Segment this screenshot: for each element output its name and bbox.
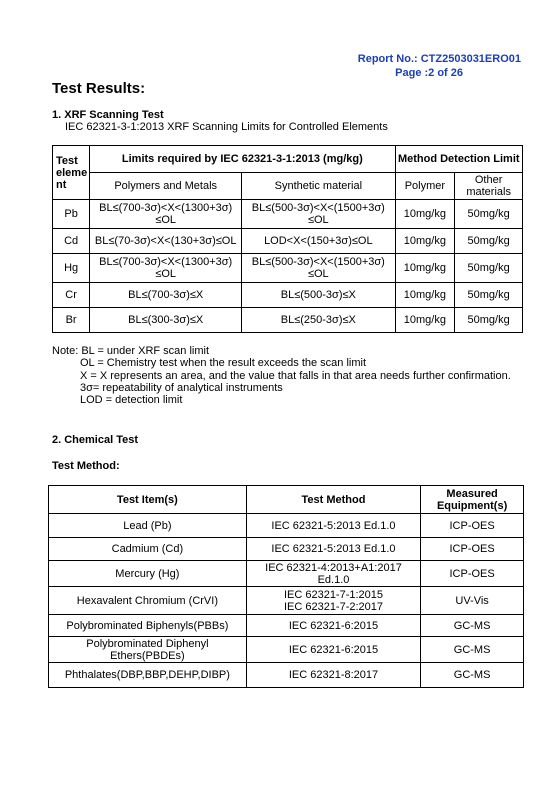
page-title: Test Results: [52, 80, 146, 97]
table-row [53, 308, 523, 333]
chemical-method-table [48, 485, 524, 688]
element-cell: Cd [53, 229, 90, 254]
xrf-col-limits: Limits required by IEC 62321-3-1:2013 (mg/kg) [90, 146, 395, 173]
test-method-heading: Test Method: [52, 460, 120, 472]
equipment-cell: ICP-OES [421, 538, 524, 561]
method-cell: IEC 62321-6:2015 [246, 637, 420, 663]
table-row [53, 254, 523, 283]
method-cell: IEC 62321-5:2013 Ed.1.0 [246, 538, 420, 561]
table-row [49, 587, 524, 615]
detection-cell: 50mg/kg [455, 200, 523, 229]
table-row [49, 561, 524, 587]
limit-cell: BL≤(70-3σ)<X<(130+3σ)≤OL [90, 229, 242, 254]
method-cell: IEC 62321-6:2015 [246, 615, 420, 637]
chem-col-item: Test Item(s) [49, 486, 247, 514]
element-cell: Hg [53, 254, 90, 283]
equipment-cell: ICP-OES [421, 561, 524, 587]
element-cell: Cr [53, 283, 90, 308]
element-cell: Pb [53, 200, 90, 229]
page-number: Page :2 of 26 [395, 67, 463, 79]
note-line: X = X represents an area, and the value that falls in that area needs further confirmation. [80, 369, 511, 382]
limit-cell: BL≤(500-3σ)<X<(1500+3σ) ≤OL [242, 200, 395, 229]
xrf-subheading: IEC 62321-3-1:2013 XRF Scanning Limits for Controlled Elements [65, 121, 388, 133]
detection-cell: 50mg/kg [455, 283, 523, 308]
limit-cell: BL≤(700-3σ)<X<(1300+3σ) ≤OL [90, 200, 242, 229]
method-cell: IEC 62321-4:2013+A1:2017 Ed.1.0 [246, 561, 420, 587]
element-cell: Br [53, 308, 90, 333]
method-line: IEC 62321-7-1:2015 [283, 588, 384, 601]
report-number: Report No.: CTZ2503031ERO01 [357, 53, 521, 65]
limit-cell: BL≤(500-3σ)<X<(1500+3σ) ≤OL [242, 254, 395, 283]
equipment-cell: UV-Vis [421, 587, 524, 615]
detection-cell: 10mg/kg [395, 229, 455, 254]
detection-cell: 10mg/kg [395, 254, 455, 283]
xrf-col-element: Test eleme nt [53, 146, 90, 200]
table-row [53, 200, 523, 229]
item-cell: Polybrominated Diphenyl Ethers(PBDEs) [49, 637, 247, 663]
xrf-sub-other: Other materials [455, 173, 523, 200]
xrf-heading: 1. XRF Scanning Test [52, 109, 164, 121]
limit-cell: BL≤(300-3σ)≤X [90, 308, 242, 333]
table-row [49, 538, 524, 561]
xrf-sub-synthetic: Synthetic material [242, 173, 395, 200]
note-line: Note: BL = under XRF scan limit [52, 345, 210, 357]
note-line: LOD = detection limit [80, 394, 183, 407]
item-cell: Hexavalent Chromium (CrVI) [49, 587, 247, 615]
detection-cell: 50mg/kg [455, 308, 523, 333]
detection-cell: 50mg/kg [455, 254, 523, 283]
limit-cell: LOD<X<(150+3σ)≤OL [242, 229, 395, 254]
detection-cell: 10mg/kg [395, 308, 455, 333]
table-row [53, 283, 523, 308]
item-cell: Polybrominated Biphenyls(PBBs) [49, 615, 247, 637]
detection-cell: 10mg/kg [395, 200, 455, 229]
note-line: OL = Chemistry test when the result exceeds the scan limit [80, 357, 367, 370]
equipment-cell: GC-MS [421, 663, 524, 688]
chemical-heading: 2. Chemical Test [52, 434, 138, 446]
xrf-sub-polymers-metals: Polymers and Metals [90, 173, 242, 200]
item-cell: Lead (Pb) [49, 514, 247, 538]
table-row [53, 229, 523, 254]
table-row [49, 637, 524, 663]
item-cell: Mercury (Hg) [49, 561, 247, 587]
detection-cell: 50mg/kg [455, 229, 523, 254]
method-cell: IEC 62321-5:2013 Ed.1.0 [246, 514, 420, 538]
limit-cell: BL≤(700-3σ)<X<(1300+3σ) ≤OL [90, 254, 242, 283]
equipment-cell: GC-MS [421, 615, 524, 637]
table-row [49, 663, 524, 688]
xrf-limits-table [52, 145, 523, 333]
limit-cell: BL≤(250-3σ)≤X [242, 308, 395, 333]
detection-cell: 10mg/kg [395, 283, 455, 308]
equipment-cell: GC-MS [421, 637, 524, 663]
chem-col-method: Test Method [246, 486, 420, 514]
item-cell: Cadmium (Cd) [49, 538, 247, 561]
item-cell: Phthalates(DBP,BBP,DEHP,DIBP) [49, 663, 247, 688]
chem-col-equipment: Measured Equipment(s) [421, 486, 524, 514]
method-line: IEC 62321-7-2:2017 [283, 600, 384, 613]
limit-cell: BL≤(500-3σ)≤X [242, 283, 395, 308]
table-row [49, 615, 524, 637]
notes-block [52, 345, 511, 406]
note-line: 3σ= repeatability of analytical instruments [80, 381, 283, 394]
xrf-sub-polymer: Polymer [395, 173, 455, 200]
limit-cell: BL≤(700-3σ)≤X [90, 283, 242, 308]
table-row [49, 514, 524, 538]
method-cell: IEC 62321-8:2017 [246, 663, 420, 688]
equipment-cell: ICP-OES [421, 514, 524, 538]
method-cell [246, 587, 420, 615]
xrf-col-method: Method Detection Limit [395, 146, 523, 173]
